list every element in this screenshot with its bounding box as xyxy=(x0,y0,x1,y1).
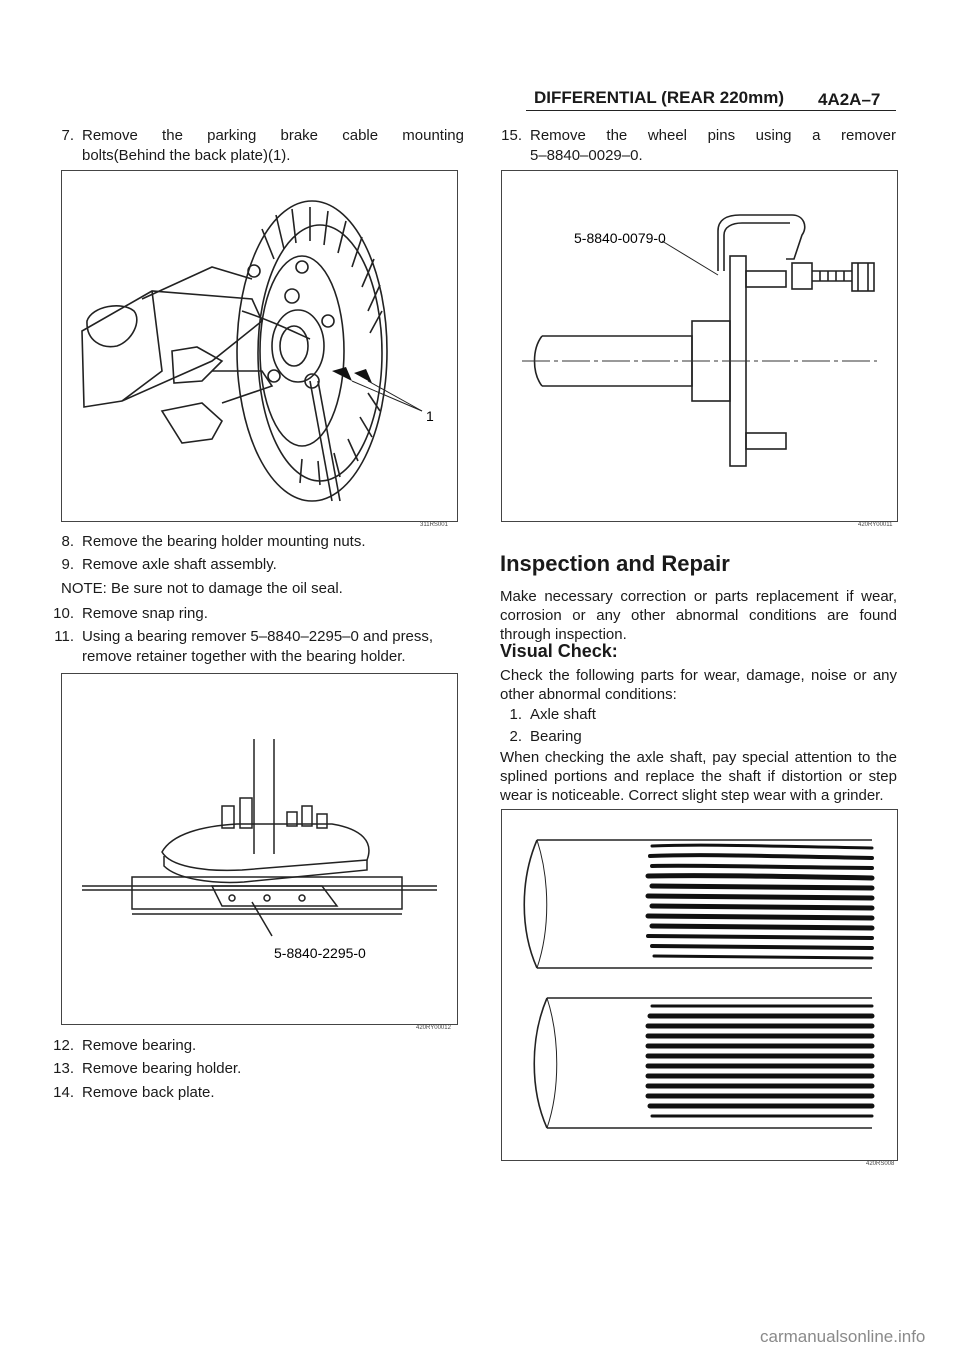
figure-spline-wear xyxy=(501,809,898,1161)
figure-id-3: 420RY00011 xyxy=(858,522,893,528)
figure-id-1: 311RS001 xyxy=(420,522,448,528)
remover-illustration xyxy=(502,171,897,521)
heading-inspection-repair: Inspection and Repair xyxy=(500,551,730,576)
page-number: 4A2A–7 xyxy=(818,90,881,109)
figure-wheel-pin-remover xyxy=(501,170,898,522)
inspection-intro: Make necessary correction or parts replacement if wear, corrosion or any other abnormal conditions are found through inspection. xyxy=(500,588,897,643)
tool-label-0079: 5-8840-0079-0 xyxy=(574,230,666,246)
note: NOTE: Be sure not to damage the oil seal. xyxy=(61,580,343,597)
header-rule xyxy=(526,110,896,111)
press-illustration xyxy=(62,674,457,1024)
subheading-visual-check: Visual Check: xyxy=(500,641,618,661)
step-12: 12. Remove bearing. xyxy=(53,1037,197,1054)
step-9: 9. Remove axle shaft assembly. xyxy=(61,556,277,573)
figure-bearing-remover xyxy=(61,673,458,1025)
figure-id-2: 420RY00012 xyxy=(416,1025,451,1031)
check-intro: Check the following parts for wear, damage, noise or any other abnormal conditions: xyxy=(500,667,897,703)
figure-parking-brake-bolts xyxy=(61,170,458,522)
figure-id-4: 420RS008 xyxy=(866,1161,895,1167)
step-15: 15. Remove the wheel pins using a remover 5–8840–0029–0. xyxy=(501,127,896,164)
step-8: 8. Remove the bearing holder mounting nuts. xyxy=(61,533,366,550)
step-7: 7. Remove the parking brake cable mounting bolts(Behind the back plate)(1). xyxy=(61,127,464,164)
step-11: 11. Using a bearing remover 5–8840–2295–0 and press, remove retainer together with the bearing holder. xyxy=(54,628,434,665)
step-10: 10. Remove snap ring. xyxy=(53,605,208,622)
step-14: 14. Remove back plate. xyxy=(53,1084,215,1101)
splined-shafts-illustration xyxy=(502,810,897,1160)
callout-1: 1 xyxy=(426,408,434,424)
item-bearing: 2. Bearing xyxy=(509,728,582,745)
axle-backplate-illustration xyxy=(62,171,457,521)
item-axle-shaft: 1. Axle shaft xyxy=(509,706,596,723)
tool-label-2295: 5-8840-2295-0 xyxy=(274,945,366,961)
watermark: carmanualsonline.info xyxy=(760,1327,926,1346)
section-title: DIFFERENTIAL (REAR 220mm) xyxy=(534,88,784,107)
step-13: 13. Remove bearing holder. xyxy=(53,1060,242,1077)
axle-check-detail: When checking the axle shaft, pay special attention to the splined portions and replace the shaft if distortion or step wear is noticeable. Correct slight step wear with a grinder. xyxy=(500,749,897,804)
